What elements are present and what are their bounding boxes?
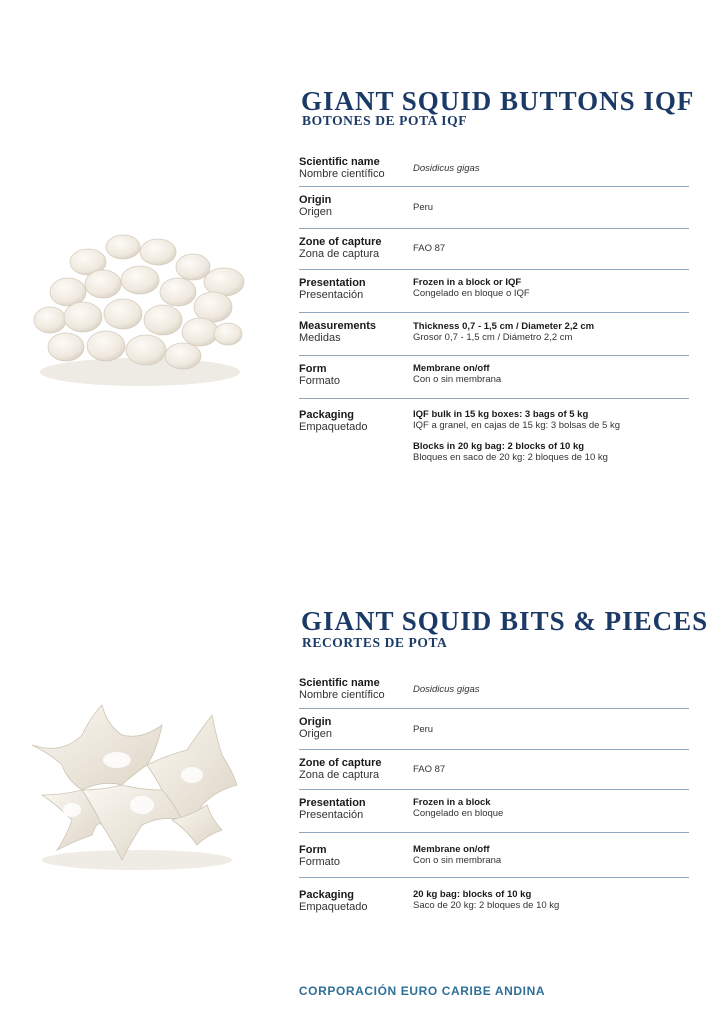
spec-label-es: Nombre científico [299,168,385,180]
spec-label-es: Medidas [299,332,341,344]
spec-value-main: Membrane on/off [413,844,490,855]
spec-label-en: Origin [299,194,332,206]
spec-value-sub: Congelado en bloque [413,808,504,819]
spec-value-sub: Con o sin membrana [413,374,502,385]
spec-value: Peru [413,724,434,735]
spec-label-es: Nombre científico [299,689,385,701]
spec-label-en: Scientific name [299,156,380,168]
squid-buttons-photo [28,222,254,390]
spec-value: Peru [413,202,434,213]
spec-value-main: Frozen in a block or IQF [413,277,522,288]
spec-value-sub: Con o sin membrana [413,855,502,866]
spec-label-en: Packaging [299,889,355,901]
spec-row-measurements [299,313,689,356]
spec-value-main: Thickness 0,7 - 1,5 cm / Diameter 2,2 cm [413,321,595,332]
spec-value-main: 20 kg bag: blocks of 10 kg [413,889,532,900]
spec-label-es: Origen [299,206,333,218]
spec-value: Dosidicus gigas [413,684,480,695]
spec-table [299,671,689,928]
spec-label-es: Zona de captura [299,248,380,260]
spec-label-en: Zone of capture [299,757,382,769]
spec-value-sub: Congelado en bloque o IQF [413,288,530,299]
spec-label-es: Origen [299,728,333,740]
spec-value-sub: Grosor 0,7 - 1,5 cm / Diámetro 2,2 cm [413,332,573,343]
spec-row-packaging [299,399,689,479]
spec-value-main-2: Blocks in 20 kg bag: 2 blocks of 10 kg [413,441,585,452]
spec-label-es: Empaquetado [299,901,368,913]
spec-row-packaging [299,878,689,928]
spec-label-es: Zona de captura [299,769,380,781]
spec-label-en: Form [299,844,327,856]
spec-row-zone-of-capture [299,229,689,270]
spec-row-scientific-name [299,671,689,709]
spec-label-en: Measurements [299,320,377,332]
spec-label-en: Presentation [299,277,366,289]
spec-value: FAO 87 [413,243,446,254]
spec-value-main: Membrane on/off [413,363,490,374]
spec-label-en: Origin [299,716,332,728]
product-title: GIANT SQUID BITS & PIECES [301,606,709,636]
spec-label-es: Presentación [299,289,364,301]
spec-row-scientific-name [299,150,689,187]
spec-table [299,150,689,479]
spec-row-origin [299,709,689,750]
spec-label-es: Formato [299,375,340,387]
product-subtitle: RECORTES DE POTA [302,635,448,650]
spec-value-main: IQF bulk in 15 kg boxes: 3 bags of 5 kg [413,409,589,420]
spec-row-presentation [299,790,689,833]
spec-value-main: Frozen in a block [413,797,491,808]
spec-row-zone-of-capture [299,750,689,790]
spec-value-sub: IQF a granel, en cajas de 15 kg: 3 bolsas de 5 kg [413,420,621,431]
spec-label-es: Empaquetado [299,421,368,433]
squid-bits-photo [22,695,242,875]
spec-row-presentation [299,270,689,313]
spec-label-en: Packaging [299,409,355,421]
spec-label-en: Zone of capture [299,236,382,248]
spec-label-es: Formato [299,856,340,868]
spec-label-en: Presentation [299,797,366,809]
footer-company-name: CORPORACIÓN EURO CARIBE ANDINA [298,984,546,998]
spec-value: Dosidicus gigas [413,163,480,174]
spec-row-origin [299,187,689,229]
product-title: GIANT SQUID BUTTONS IQF [301,86,695,116]
spec-label-en: Scientific name [299,677,380,689]
spec-row-form [299,833,689,878]
spec-row-form [299,356,689,399]
spec-label-es: Presentación [299,809,364,821]
spec-label-en: Form [299,363,327,375]
product-subtitle: BOTONES DE POTA IQF [302,113,468,128]
spec-value-sub-2: Bloques en saco de 20 kg: 2 bloques de 10 kg [413,452,608,463]
spec-value: FAO 87 [413,764,446,775]
spec-value-sub: Saco de 20 kg: 2 bloques de 10 kg [413,900,560,911]
